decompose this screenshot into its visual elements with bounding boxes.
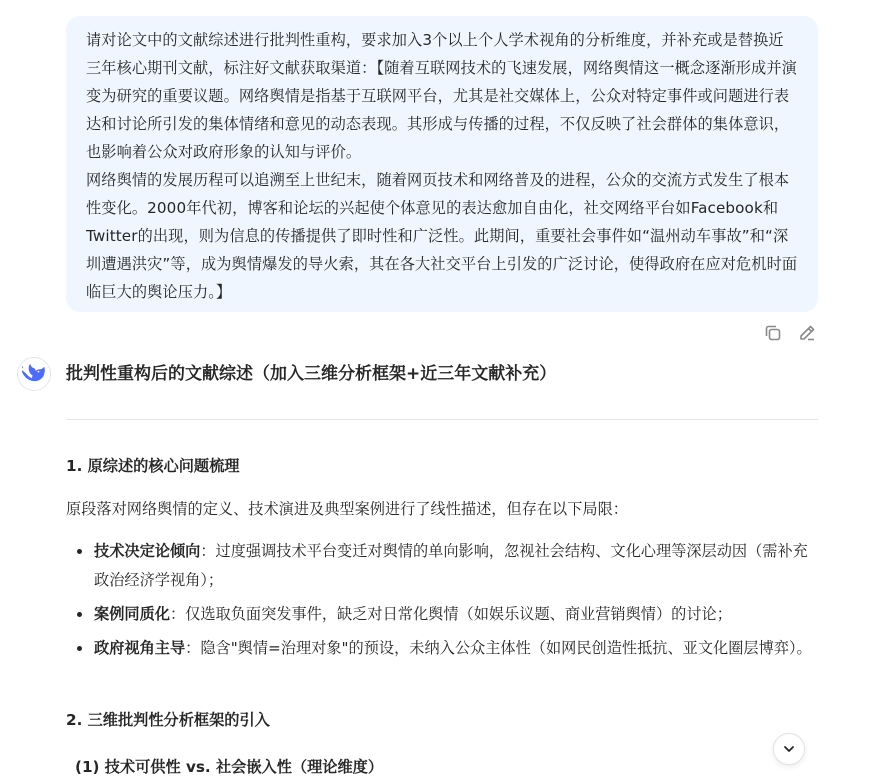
edit-button[interactable] <box>796 322 818 344</box>
subsection-heading: (1) 技术可供性 vs. 社会嵌入性（理论维度） <box>75 758 384 776</box>
list-item-text: ：隐含"舆情=治理对象"的预设，未纳入公众主体性（如网民创造性抵抗、亚文化圈层博弈）。 <box>185 639 812 657</box>
list-item <box>66 537 818 595</box>
user-message-bubble <box>66 16 818 312</box>
section-intro: 原段落对网络舆情的定义、技术演进及典型案例进行了线性描述，但存在以下局限： <box>66 500 628 518</box>
answer-title: 批判性重构后的文献综述（加入三维分析框架+近三年文献补充） <box>66 364 557 384</box>
limitations-list <box>66 537 818 668</box>
whale-logo-icon <box>22 364 46 384</box>
list-item-term: 技术决定论倾向 <box>94 542 201 560</box>
list-item <box>66 600 818 629</box>
section-heading: 1. 原综述的核心问题梳理 <box>66 457 240 475</box>
user-message-paragraph: 请对论文中的文献综述进行批判性重构，要求加入3个以上个人学术视角的分析维度，并补充或是替换近三年核心期刊文献，标注好文献获取渠道：【随着互联网技术的飞速发展，网络舆情这一概念逐渐形成并演变为研究的重要议题。网络舆情是指基于互联网平台，尤其是社交媒体上，公众对特定事件或问题进行表达和讨论所引发的集体情绪和意见的动态表现。其形成与传播的过程，不仅反映了社会群体的集体意识，也影响着公众对政府形象的认知与评价。 <box>86 31 797 161</box>
assistant-avatar <box>17 357 51 391</box>
message-actions <box>762 322 818 344</box>
copy-button[interactable] <box>762 322 784 344</box>
scroll-to-bottom-button[interactable] <box>773 733 805 765</box>
assistant-answer <box>66 358 818 390</box>
section-heading: 2. 三维批判性分析框架的引入 <box>66 711 270 729</box>
list-item-text: ：仅选取负面突发事件，缺乏对日常化舆情（如娱乐议题、商业营销舆情）的讨论； <box>169 605 732 623</box>
divider <box>66 419 818 420</box>
user-message-paragraph: 网络舆情的发展历程可以追溯至上世纪末，随着网页技术和网络普及的进程，公众的交流方式发生了根本性变化。2000年代初，博客和论坛的兴起使个体意见的表达愈加自由化，社交网络平台如Facebook和Twitter的出现，则为信息的传播提供了即时性和广泛性。此期间，重要社会事件如“温州动车事故”和“深圳遭遇洪灾”等，成为舆情爆发的导火索，其在各大社交平台上引发的广泛讨论，使得政府在应对危机时面临巨大的舆论压力。】 <box>86 171 798 301</box>
list-item <box>66 634 818 663</box>
chevron-down-icon <box>781 741 797 757</box>
list-item-text: ：过度强调技术平台变迁对舆情的单向影响，忽视社会结构、文化心理等深层动因（需补充政治经济学视角）； <box>94 542 808 589</box>
copy-icon <box>763 323 783 343</box>
edit-icon <box>797 323 817 343</box>
list-item-term: 案例同质化 <box>94 605 170 623</box>
list-item-term: 政府视角主导 <box>94 639 186 657</box>
